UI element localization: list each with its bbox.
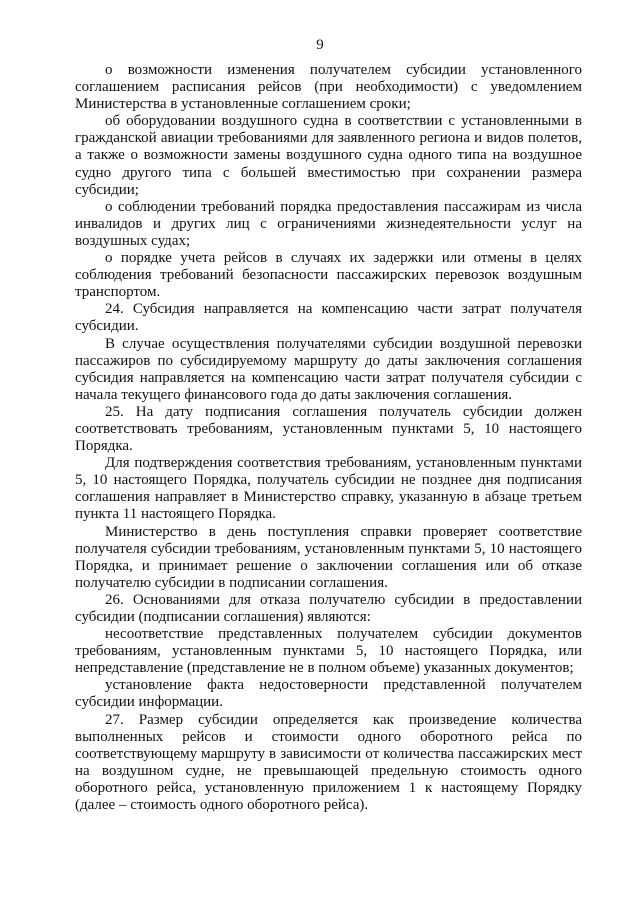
- paragraph: о возможности изменения получателем субсидии установленного соглашением расписания рейсов (при необходимости) с уведомлением Министерства в установленные соглашением сроки;: [75, 62, 582, 113]
- paragraph: Для подтверждения соответствия требованиям, установленным пунктами 5, 10 настоящего Порядка, получатель субсидии не позднее дня подписания соглашения направляет в Министерство справку, указанную в абзаце третьем пункта 11 настоящего Порядка.: [75, 455, 582, 523]
- paragraph: о соблюдении требований порядка предоставления пассажирам из числа инвалидов и других лиц с ограничениями жизнедеятельности услуг на воздушных судах;: [75, 198, 582, 249]
- paragraph: 24. Субсидия направляется на компенсацию части затрат получателя субсидии.: [75, 301, 582, 335]
- paragraph: о порядке учета рейсов в случаях их задержки или отмены в целях соблюдения требований безопасности пассажирских перевозок воздушным транспортом.: [75, 250, 582, 301]
- paragraph: об оборудовании воздушного судна в соответствии с установленными в гражданской авиации требованиями для заявленного региона и видов полетов, а также о возможности замены воздушного судна одного типа на воздушное судно другого типа с большей вместимостью при сохранении размера субсидии;: [75, 113, 582, 198]
- paragraph: 25. На дату подписания соглашения получатель субсидии должен соответствовать требованиям, установленным пунктами 5, 10 настоящего Порядка.: [75, 403, 582, 455]
- paragraph: 27. Размер субсидии определяется как произведение количества выполненных рейсов и стоимости одного оборотного рейса по соответствующему маршруту в зависимости от количества пассажирских мест на воздушном судне, не превышающей предельную стоимость одного оборотного рейса, установленную приложением 1 к настоящему Порядку (далее – стоимость одного оборотного рейса).: [75, 711, 582, 814]
- page-number: 9: [316, 37, 324, 53]
- paragraph: Министерство в день поступления справки проверяет соответствие получателя субсидии требованиям, установленным пунктами 5, 10 настоящего Порядка, и принимает решение о заключении соглашения или об отказе получателю субсидии в подписании соглашения.: [75, 523, 582, 591]
- paragraph: В случае осуществления получателями субсидии воздушной перевозки пассажиров по субсидируемому маршруту до даты заключения соглашения субсидия направляется на компенсацию части затрат получателя субсидии с начала текущего финансового года до даты заключения соглашения.: [75, 335, 582, 403]
- paragraph: 26. Основаниями для отказа получателю субсидии в предоставлении субсидии (подписании соглашения) являются:: [75, 591, 582, 625]
- document-body: [75, 62, 582, 814]
- paragraph: установление факта недостоверности представленной получателем субсидии информации.: [75, 677, 582, 711]
- paragraph: несоответствие представленных получателем субсидии документов требованиям, установленным пунктами 5, 10 настоящего Порядка, или непредставление (представление не в полном объеме) указанных документов;: [75, 626, 582, 677]
